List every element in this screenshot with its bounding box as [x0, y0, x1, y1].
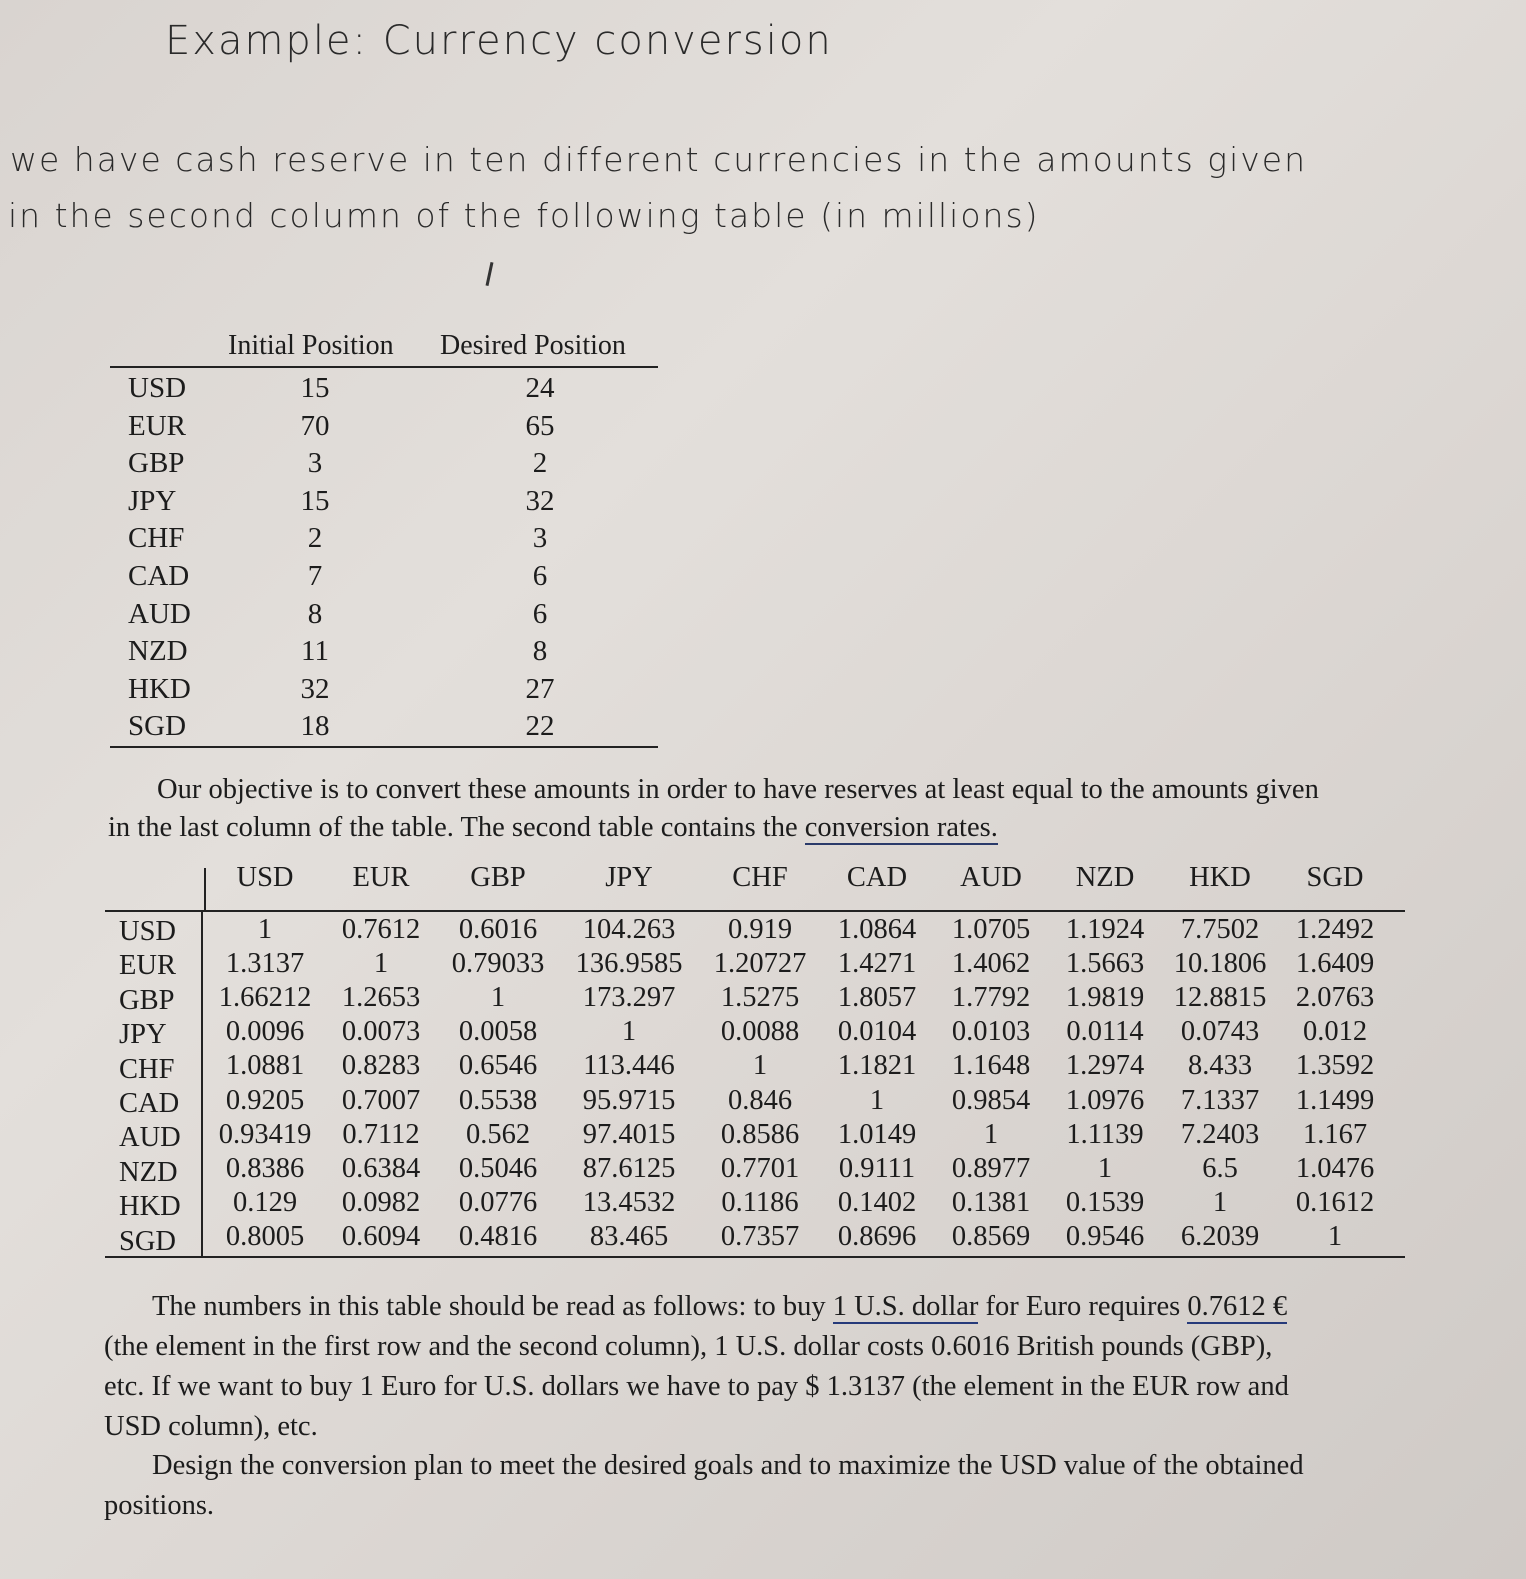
rate-cell: 0.1612 — [1295, 1186, 1375, 1218]
rate-cell: 0.012 — [1302, 1016, 1368, 1048]
rates-header-divider — [204, 868, 206, 910]
rate-cell: 95.9715 — [582, 1084, 676, 1116]
rates-column-header: JPY — [605, 862, 653, 893]
currency-code: NZD — [128, 635, 188, 668]
reading-text-a: The numbers in this table should be read as follows: to buy — [152, 1291, 833, 1322]
reading-line4: USD column), etc. — [104, 1411, 318, 1442]
rate-cell: 0.0096 — [225, 1016, 305, 1048]
rate-cell: 0.9854 — [951, 1084, 1031, 1116]
rates-column-header: CAD — [846, 862, 908, 893]
rate-cell: 1.2492 — [1295, 914, 1375, 945]
rates-column-header: CHF — [732, 862, 788, 893]
rates-row-label: JPY — [119, 1019, 167, 1051]
currency-code: SGD — [128, 710, 187, 743]
position-row — [110, 443, 658, 481]
rate-cell: 0.5538 — [458, 1084, 538, 1116]
rate-cell: 6.2039 — [1180, 1220, 1260, 1252]
currency-code: AUD — [128, 597, 191, 630]
rate-cell: 0.9546 — [1065, 1220, 1145, 1252]
rate-cell: 1.2653 — [341, 982, 421, 1014]
reading-line2: (the element in the first row and the second column), 1 U.S. dollar costs 0.6016 British pounds (GBP), — [104, 1331, 1273, 1362]
rate-cell: 1.0476 — [1295, 1152, 1375, 1184]
rate-cell: 113.446 — [583, 1050, 675, 1082]
rate-cell: 1 — [373, 948, 389, 980]
rate-cell: 12.8815 — [1173, 982, 1267, 1014]
rates-column-header: NZD — [1075, 862, 1135, 893]
rate-cell: 8.433 — [1187, 1050, 1253, 1082]
rate-cell: 7.2403 — [1180, 1118, 1260, 1150]
rates-row-label: HKD — [119, 1191, 181, 1223]
currency-code: CHF — [128, 522, 185, 555]
rate-cell: 0.0114 — [1066, 1016, 1144, 1048]
rate-cell: 1.20727 — [713, 948, 807, 980]
rate-cell: 83.465 — [589, 1220, 669, 1252]
rate-cell: 0.7007 — [341, 1084, 421, 1116]
rates-column-header: AUD — [960, 862, 1022, 893]
rates-bottom-rule — [105, 1256, 1405, 1258]
rate-cell: 104.263 — [582, 914, 676, 945]
rate-cell: 0.79033 — [451, 948, 545, 980]
rate-cell: 1.2974 — [1065, 1050, 1145, 1082]
rate-cell: 1.3592 — [1295, 1050, 1375, 1082]
rate-cell: 0.129 — [232, 1186, 298, 1218]
rate-cell: 0.7612 — [341, 914, 421, 945]
rate-cell: 0.0058 — [458, 1016, 538, 1048]
currency-code: USD — [128, 372, 187, 404]
rate-cell: 1.0976 — [1065, 1084, 1145, 1116]
rate-cell: 0.9111 — [838, 1152, 916, 1184]
rate-cell: 0.8696 — [837, 1220, 917, 1252]
rate-cell: 0.562 — [465, 1118, 531, 1150]
conversion-rates-underlined: conversion rates. — [804, 812, 998, 843]
rate-cell: 0.8569 — [951, 1220, 1031, 1252]
currency-code: CAD — [128, 559, 190, 592]
rate-cell: 1.0864 — [837, 914, 917, 945]
rate-cell: 173.297 — [582, 982, 676, 1014]
task-line2: positions. — [104, 1490, 215, 1521]
rate-cell: 1.1139 — [1066, 1118, 1144, 1150]
rate-cell: 7.7502 — [1180, 914, 1260, 945]
rate-cell: 1.4271 — [837, 948, 917, 980]
rate-cell: 1.0881 — [225, 1050, 305, 1082]
one-us-dollar-underlined: 1 U.S. dollar — [832, 1291, 979, 1322]
rate-cell: 1 — [752, 1050, 768, 1082]
position-row — [110, 368, 658, 406]
handwritten-title: Example: Currency conversion — [165, 18, 833, 64]
euro-rate-underlined: 0.7612 € — [1187, 1291, 1288, 1322]
rate-cell: 0.9205 — [225, 1084, 305, 1116]
initial-value: 15 — [300, 484, 330, 517]
rate-cell: 1.5275 — [720, 982, 800, 1014]
initial-value: 18 — [300, 710, 330, 743]
initial-value: 3 — [307, 447, 323, 480]
rate-cell: 1.1499 — [1295, 1084, 1375, 1116]
rate-cell: 1.1648 — [951, 1050, 1031, 1082]
position-row — [110, 481, 658, 519]
rate-cell: 0.0104 — [837, 1016, 917, 1048]
rates-row-label: USD — [119, 916, 177, 947]
rate-cell: 0.0088 — [720, 1016, 800, 1048]
rates-header-rule — [105, 910, 1405, 912]
rate-cell: 0.93419 — [218, 1118, 312, 1150]
desired-value: 22 — [525, 710, 555, 743]
rate-cell: 0.6384 — [341, 1152, 421, 1184]
desired-value: 27 — [525, 672, 555, 705]
rate-cell: 1.7792 — [951, 982, 1031, 1014]
pen-mark — [486, 262, 494, 286]
rates-table — [105, 860, 1405, 1260]
rates-column-header: GBP — [470, 862, 526, 893]
rate-cell: 0.1539 — [1065, 1186, 1145, 1218]
rate-cell: 0.1381 — [951, 1186, 1031, 1218]
currency-code: GBP — [128, 447, 185, 480]
initial-value: 70 — [300, 409, 330, 442]
position-table-header — [110, 326, 658, 368]
rate-cell: 10.1806 — [1173, 948, 1267, 980]
table-bottom-rule — [110, 746, 658, 748]
rate-cell: 1.0705 — [951, 914, 1031, 945]
rate-cell: 0.0982 — [341, 1186, 421, 1218]
rate-cell: 0.919 — [727, 914, 793, 945]
desired-value: 2 — [532, 447, 548, 480]
initial-value: 2 — [307, 522, 323, 555]
rates-column-header: HKD — [1189, 862, 1251, 893]
rate-cell: 1 — [869, 1084, 885, 1116]
rate-cell: 1 — [983, 1118, 999, 1150]
rate-cell: 1 — [1212, 1186, 1228, 1218]
rate-cell: 7.1337 — [1180, 1084, 1260, 1116]
rates-column-header: EUR — [352, 862, 410, 893]
rate-cell: 0.8005 — [225, 1220, 305, 1252]
rate-cell: 0.1186 — [721, 1186, 799, 1218]
currency-code: HKD — [128, 672, 191, 705]
currency-code: EUR — [128, 409, 186, 442]
desired-value: 6 — [532, 559, 548, 592]
rate-cell: 0.8586 — [720, 1118, 800, 1150]
initial-value: 11 — [301, 635, 329, 668]
rate-cell: 1.5663 — [1065, 948, 1145, 980]
rate-cell: 1.0149 — [837, 1118, 917, 1150]
task-line1: Design the conversion plan to meet the desired goals and to maximize the USD value of the obtained — [152, 1450, 1304, 1481]
rate-cell: 97.4015 — [582, 1118, 676, 1150]
position-row — [110, 669, 658, 707]
rates-row-label: SGD — [119, 1225, 177, 1257]
position-row — [110, 406, 658, 444]
desired-value: 8 — [532, 635, 548, 668]
rate-cell: 1 — [257, 914, 273, 945]
position-row — [110, 631, 658, 669]
position-row — [110, 518, 658, 556]
rates-column-header: SGD — [1306, 862, 1364, 893]
rate-cell: 0.8386 — [225, 1152, 305, 1184]
rate-cell: 1.1821 — [837, 1050, 917, 1082]
reading-line3: etc. If we want to buy 1 Euro for U.S. dollars we have to pay $ 1.3137 (the element in the EUR row and — [104, 1371, 1289, 1402]
rate-cell: 0.1402 — [837, 1186, 917, 1218]
rates-column-header: USD — [236, 862, 294, 893]
rates-row-label: NZD — [119, 1156, 178, 1188]
desired-value: 32 — [525, 484, 555, 517]
rate-cell: 0.0743 — [1180, 1016, 1260, 1048]
initial-value: 32 — [300, 672, 330, 705]
rate-cell: 0.7701 — [720, 1152, 800, 1184]
rate-cell: 0.6094 — [341, 1220, 421, 1252]
rate-cell: 1.167 — [1302, 1118, 1368, 1150]
rate-cell: 136.9585 — [575, 948, 683, 980]
rate-cell: 0.8283 — [341, 1050, 421, 1082]
rates-row-label: CAD — [119, 1088, 180, 1119]
rate-cell: 0.7357 — [720, 1220, 800, 1252]
rate-cell: 2.0763 — [1295, 982, 1375, 1014]
rates-row-label-divider — [201, 912, 203, 1256]
rate-cell: 1.6409 — [1295, 948, 1375, 980]
rate-cell: 13.4532 — [582, 1186, 676, 1218]
desired-position-header: Desired Position — [440, 330, 626, 361]
rates-row-label: EUR — [119, 950, 176, 982]
rate-cell: 1 — [1097, 1152, 1113, 1184]
desired-value: 3 — [532, 522, 548, 555]
rates-row-label: GBP — [119, 984, 175, 1016]
rate-cell: 0.0073 — [341, 1016, 421, 1048]
objective-line2-text: in the last column of the table. The second table contains the — [108, 812, 805, 843]
position-row — [110, 594, 658, 632]
reading-text-c: for Euro requires — [978, 1291, 1188, 1322]
initial-position-header: Initial Position — [228, 330, 394, 361]
objective-line1: Our objective is to convert these amounts in order to have reserves at least equal to the amounts given — [157, 774, 1319, 805]
rate-cell: 1.3137 — [225, 948, 305, 980]
handwritten-note-line1: we have cash reserve in ten different currencies in the amounts given — [10, 140, 1308, 179]
desired-value: 65 — [525, 409, 555, 442]
initial-value: 8 — [307, 597, 323, 630]
rate-cell: 0.0776 — [458, 1186, 538, 1218]
rate-cell: 0.5046 — [458, 1152, 538, 1184]
initial-value: 15 — [300, 372, 330, 404]
rates-row-label: AUD — [119, 1122, 181, 1154]
rate-cell: 1.4062 — [951, 948, 1031, 980]
rates-row-label: CHF — [119, 1053, 175, 1085]
objective-line2 — [108, 808, 998, 848]
currency-code: JPY — [128, 484, 177, 517]
rate-cell: 1.8057 — [837, 982, 917, 1014]
rate-cell: 0.6546 — [458, 1050, 538, 1082]
rate-cell: 0.0103 — [951, 1016, 1031, 1048]
rate-cell: 0.6016 — [458, 914, 538, 945]
initial-value: 7 — [307, 559, 323, 592]
desired-value: 24 — [525, 372, 555, 404]
rate-cell: 1 — [621, 1016, 637, 1048]
rate-cell: 0.846 — [727, 1084, 793, 1116]
position-table — [110, 326, 658, 748]
rate-cell: 1.1924 — [1065, 914, 1145, 945]
rate-cell: 1.66212 — [218, 982, 312, 1014]
rate-cell: 6.5 — [1202, 1152, 1238, 1184]
position-row — [110, 706, 658, 744]
rate-cell: 87.6125 — [582, 1152, 676, 1184]
position-rows — [110, 368, 658, 744]
rate-cell: 1 — [1327, 1220, 1343, 1252]
position-row — [110, 556, 658, 594]
reading-line1 — [152, 1287, 1287, 1327]
desired-value: 6 — [532, 597, 548, 630]
rate-cell: 1.9819 — [1065, 982, 1145, 1014]
rate-cell: 0.4816 — [458, 1220, 538, 1252]
rate-cell: 0.7112 — [342, 1118, 420, 1150]
rate-cell: 0.8977 — [951, 1152, 1031, 1184]
rate-cell: 1 — [490, 982, 506, 1014]
handwritten-note-line2: in the second column of the following table (in millions) — [8, 196, 1040, 235]
